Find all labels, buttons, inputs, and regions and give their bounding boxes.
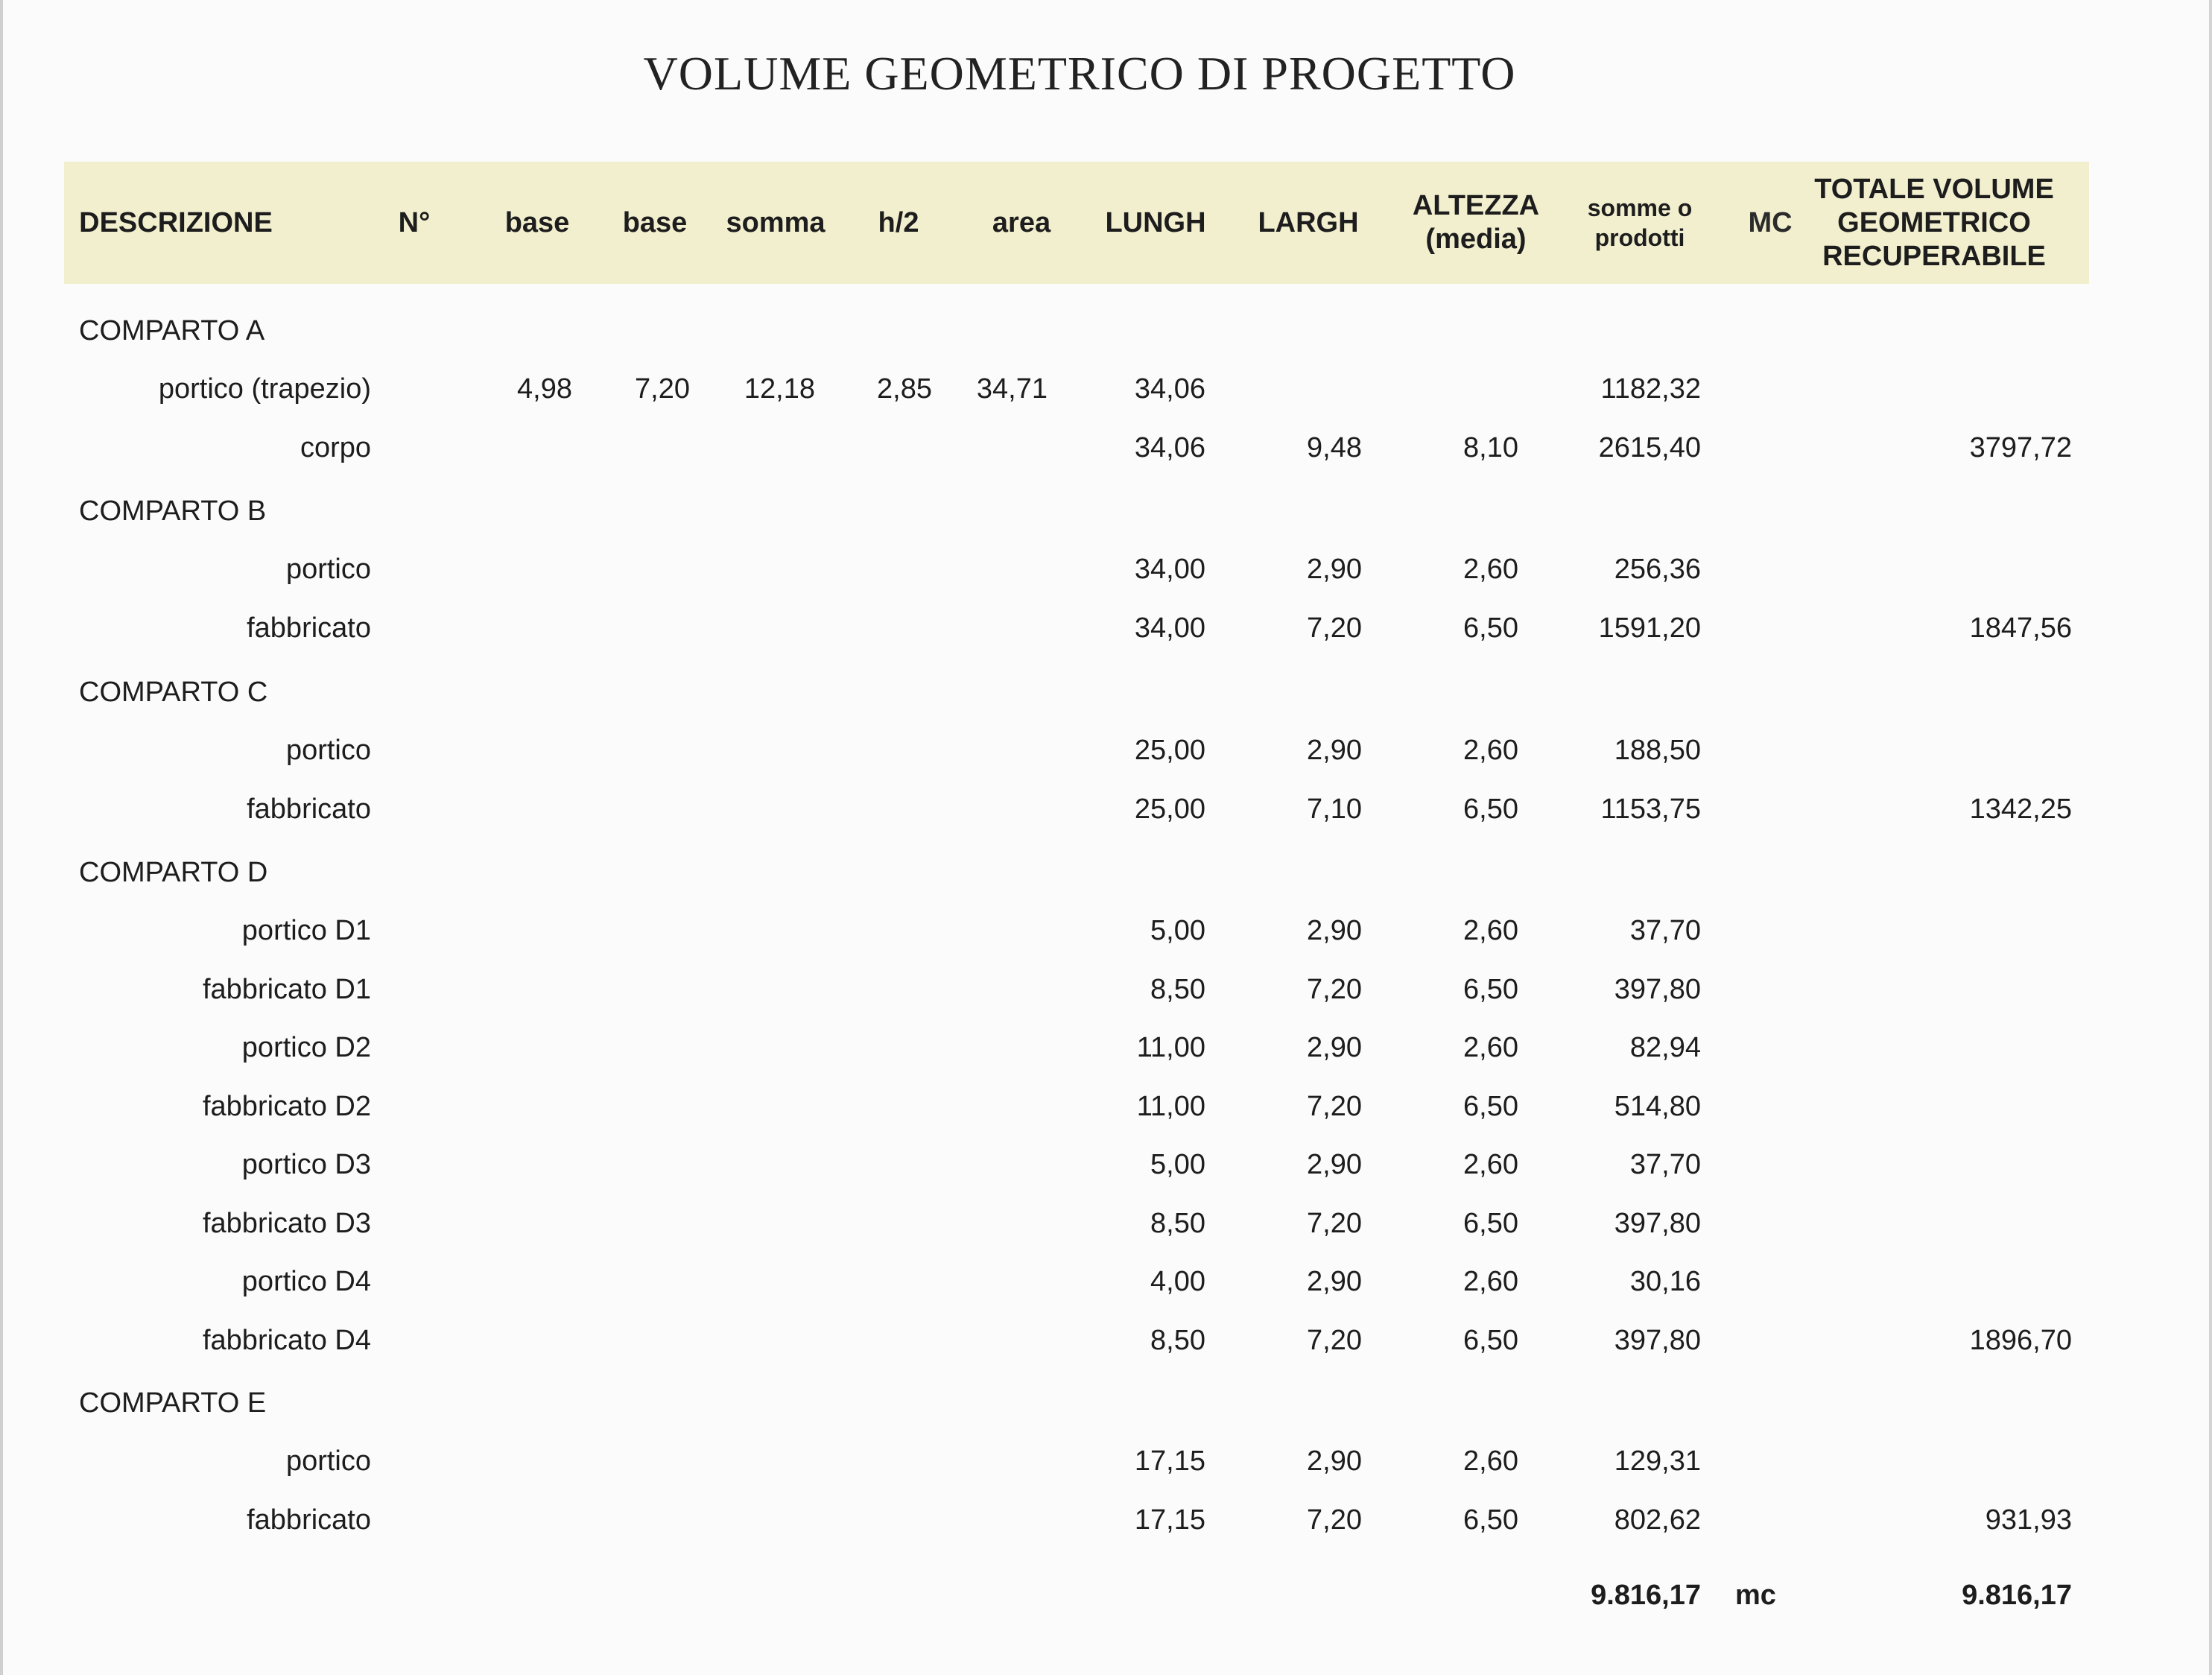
cell-largh: 7,10 xyxy=(1307,793,1362,825)
cell-somme: 129,31 xyxy=(1614,1446,1701,1477)
cell-largh: 2,90 xyxy=(1307,1032,1362,1063)
row-description: portico xyxy=(285,735,371,766)
cell-lungh: 34,00 xyxy=(1134,554,1205,585)
cell-alt: 2,60 xyxy=(1463,1149,1518,1180)
cell-alt: 2,60 xyxy=(1463,1032,1518,1063)
cell-lungh: 11,00 xyxy=(1136,1090,1205,1122)
col-lungh: LUNGH xyxy=(1105,206,1206,238)
col-h2: h/2 xyxy=(878,206,919,238)
cell-totale: 1847,56 xyxy=(1969,612,2072,644)
cell-lungh: 34,06 xyxy=(1134,373,1205,405)
cell-largh: 2,90 xyxy=(1307,1266,1362,1297)
cell-lungh: 25,00 xyxy=(1134,735,1205,766)
col-altezza xyxy=(1383,162,1569,284)
cell-somme: 397,80 xyxy=(1614,1207,1701,1239)
col-base-2: base xyxy=(622,206,688,238)
cell-alt: 6,50 xyxy=(1463,793,1518,825)
col-totale-line3: RECUPERABILE xyxy=(1822,240,2046,272)
cell-somme: 397,80 xyxy=(1614,973,1701,1005)
row-description: fabbricato D3 xyxy=(202,1207,371,1239)
col-totale xyxy=(1778,162,2091,284)
cell-alt: 2,60 xyxy=(1463,554,1518,585)
cell-alt: 6,50 xyxy=(1463,1207,1518,1239)
cell-largh: 2,90 xyxy=(1307,915,1362,946)
cell-largh: 9,48 xyxy=(1307,431,1362,463)
col-largh: LARGH xyxy=(1258,206,1359,238)
row-description: fabbricato xyxy=(247,1504,371,1536)
cell-totale: 3797,72 xyxy=(1969,431,2072,463)
cell-somme: 188,50 xyxy=(1614,735,1701,766)
cell-lungh: 8,50 xyxy=(1150,1207,1205,1239)
cell-alt: 2,60 xyxy=(1463,1266,1518,1297)
cell-somme: 397,80 xyxy=(1614,1324,1701,1356)
footer-unit: mc xyxy=(1735,1580,1776,1611)
section-title: COMPARTO B xyxy=(79,495,267,527)
section-title: COMPARTO C xyxy=(79,677,268,708)
cell-alt: 8,10 xyxy=(1463,431,1518,463)
cell-lungh: 11,00 xyxy=(1136,1032,1205,1063)
cell-totale: 1896,70 xyxy=(1969,1324,2072,1356)
cell-somme: 1591,20 xyxy=(1598,612,1701,644)
cell-largh: 2,90 xyxy=(1307,554,1362,585)
cell-alt: 6,50 xyxy=(1463,1504,1518,1536)
cell-somme: 30,16 xyxy=(1629,1266,1701,1297)
cell-lungh: 8,50 xyxy=(1150,1324,1205,1356)
cell-largh: 7,20 xyxy=(1307,1504,1362,1536)
cell-largh: 7,20 xyxy=(1307,612,1362,644)
cell-lungh: 17,15 xyxy=(1134,1446,1205,1477)
row-description: portico (trapezio) xyxy=(158,373,371,405)
cell-alt: 6,50 xyxy=(1463,973,1518,1005)
cell-alt: 6,50 xyxy=(1463,612,1518,644)
row-description: fabbricato D1 xyxy=(202,973,371,1005)
col-somme-line2: prodotti xyxy=(1594,224,1685,251)
row-description: portico D3 xyxy=(241,1149,371,1180)
col-altezza-line1: ALTEZZA xyxy=(1412,190,1540,221)
row-description: fabbricato D2 xyxy=(202,1090,371,1122)
cell-somme: 1153,75 xyxy=(1600,793,1701,825)
cell-alt: 6,50 xyxy=(1463,1324,1518,1356)
row-description: fabbricato xyxy=(247,793,371,825)
cell-base1: 4,98 xyxy=(517,373,572,405)
cell-lungh: 5,00 xyxy=(1150,915,1205,946)
col-base-1: base xyxy=(504,206,570,238)
cell-somme: 514,80 xyxy=(1614,1090,1701,1122)
cell-alt: 2,60 xyxy=(1463,1446,1518,1477)
section-title: COMPARTO E xyxy=(79,1387,267,1419)
row-description: fabbricato D4 xyxy=(202,1324,371,1356)
table-header xyxy=(64,162,2089,284)
col-mc: MC xyxy=(1748,206,1793,238)
col-area: area xyxy=(992,206,1051,238)
page-title: VOLUME GEOMETRICO DI PROGETTO xyxy=(643,47,1516,100)
col-totale-line2: GEOMETRICO xyxy=(1837,206,2031,238)
section-title: COMPARTO D xyxy=(79,857,268,888)
cell-somme: 37,70 xyxy=(1629,915,1701,946)
cell-h2: 2,85 xyxy=(877,373,932,405)
footer-total: 9.816,17 xyxy=(1962,1580,2072,1611)
row-description: corpo xyxy=(300,431,371,463)
cell-alt: 2,60 xyxy=(1463,735,1518,766)
row-description: fabbricato xyxy=(247,612,371,644)
col-descrizione: DESCRIZIONE xyxy=(79,206,273,238)
cell-somme: 82,94 xyxy=(1629,1032,1701,1063)
cell-somme: 37,70 xyxy=(1629,1149,1701,1180)
col-totale-line1: TOTALE VOLUME xyxy=(1814,173,2054,205)
cell-largh: 2,90 xyxy=(1307,1149,1362,1180)
cell-alt: 2,60 xyxy=(1463,915,1518,946)
cell-lungh: 8,50 xyxy=(1150,973,1205,1005)
col-somma: somma xyxy=(726,206,825,238)
col-altezza-line2: (media) xyxy=(1425,224,1527,255)
cell-lungh: 34,06 xyxy=(1134,431,1205,463)
row-description: portico D2 xyxy=(241,1032,371,1063)
cell-largh: 7,20 xyxy=(1307,1090,1362,1122)
cell-totale: 1342,25 xyxy=(1969,793,2072,825)
cell-alt: 6,50 xyxy=(1463,1090,1518,1122)
cell-largh: 2,90 xyxy=(1307,735,1362,766)
footer-sum: 9.816,17 xyxy=(1591,1580,1701,1611)
cell-largh: 7,20 xyxy=(1307,1207,1362,1239)
col-numero: N° xyxy=(398,206,431,238)
cell-totale: 931,93 xyxy=(1985,1504,2072,1536)
cell-lungh: 17,15 xyxy=(1134,1504,1205,1536)
cell-somme: 2615,40 xyxy=(1598,431,1701,463)
cell-lungh: 5,00 xyxy=(1150,1149,1205,1180)
cell-base2: 7,20 xyxy=(635,373,690,405)
cell-somma: 12,18 xyxy=(744,373,815,405)
cell-largh: 7,20 xyxy=(1307,1324,1362,1356)
col-somme-line1: somme o xyxy=(1587,194,1693,221)
section-title: COMPARTO A xyxy=(79,315,265,346)
row-description: portico xyxy=(285,1446,371,1477)
cell-somme: 802,62 xyxy=(1614,1504,1701,1536)
cell-largh: 7,20 xyxy=(1307,973,1362,1005)
col-somme xyxy=(1554,162,1725,284)
cell-somme: 256,36 xyxy=(1614,554,1701,585)
cell-lungh: 4,00 xyxy=(1150,1266,1205,1297)
cell-largh: 2,90 xyxy=(1307,1446,1362,1477)
row-description: portico D1 xyxy=(241,915,371,946)
cell-somme: 1182,32 xyxy=(1600,373,1701,405)
cell-area: 34,71 xyxy=(976,373,1048,405)
cell-lungh: 34,00 xyxy=(1134,612,1205,644)
row-description: portico D4 xyxy=(241,1266,371,1297)
row-description: portico xyxy=(285,554,371,585)
cell-lungh: 25,00 xyxy=(1134,793,1205,825)
